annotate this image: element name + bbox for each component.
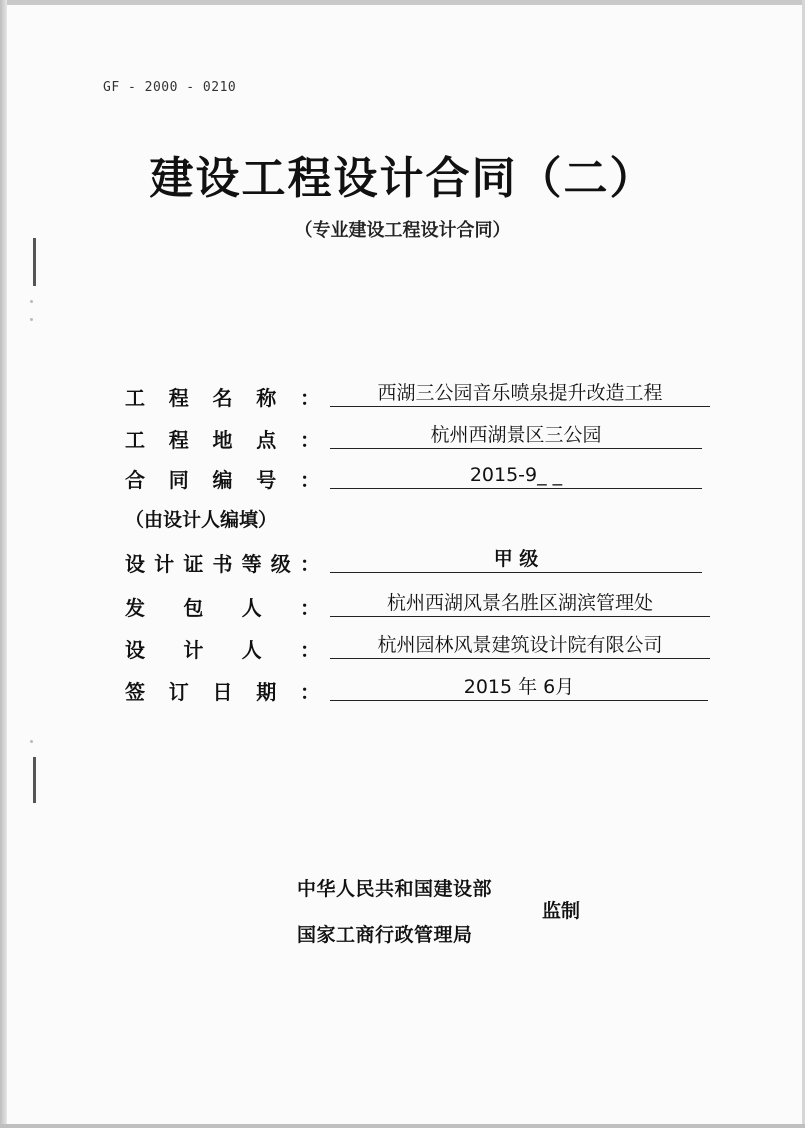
- label-char: 程: [168, 386, 189, 410]
- issuer-ministry-of-construction: 中华人民共和国建设部: [297, 878, 493, 900]
- scan-speck: [30, 740, 33, 743]
- label-char: ：: [300, 428, 320, 452]
- label-char: 编: [212, 468, 233, 492]
- document-title: 建设工程设计合同（二）: [149, 153, 656, 204]
- label-char: ：: [300, 386, 320, 410]
- label-char: 人: [241, 638, 262, 662]
- field-value: 甲 级: [330, 546, 702, 573]
- label-char: 期: [256, 680, 277, 704]
- label-char: 订: [168, 680, 189, 704]
- label-char: 工: [125, 428, 145, 452]
- label-char: 设: [125, 638, 145, 662]
- issuer-industry-commerce-bureau: 国家工商行政管理局: [297, 924, 473, 946]
- label-char: 点: [256, 428, 277, 452]
- field-label: [125, 424, 320, 453]
- label-char: 人: [241, 596, 262, 620]
- label-char: 名: [212, 386, 233, 410]
- binding-hole-mark-upper: [33, 238, 36, 286]
- field-label: [125, 464, 320, 493]
- label-char: 称: [256, 386, 277, 410]
- label-char: 设: [125, 552, 145, 576]
- field-label: [125, 676, 320, 705]
- label-char: 发: [125, 596, 145, 620]
- field-value: 2015-9_ _: [330, 462, 702, 489]
- label-char: 工: [125, 386, 145, 410]
- field-label: [125, 548, 320, 577]
- field-value: 杭州西湖风景名胜区湖滨管理处: [330, 590, 710, 617]
- scan-edge-bottom: [0, 1124, 805, 1128]
- label-char: 地: [212, 428, 233, 452]
- label-char: 级: [270, 552, 291, 576]
- field-label: [125, 592, 320, 621]
- label-char: 签: [125, 680, 145, 704]
- label-char: ：: [299, 638, 320, 662]
- scan-speck: [30, 300, 33, 303]
- label-char: 书: [212, 552, 233, 576]
- label-char: 包: [183, 596, 204, 620]
- label-char: ：: [300, 468, 320, 492]
- document-subtitle: （专业建设工程设计合同）: [294, 220, 511, 241]
- label-char: ：: [300, 680, 320, 704]
- label-char: 程: [168, 428, 189, 452]
- supervised-by-label: 监制: [542, 900, 581, 922]
- field-label: [125, 382, 320, 411]
- label-char: 同: [168, 468, 189, 492]
- label-char: 计: [183, 638, 204, 662]
- label-char: 证: [183, 552, 204, 576]
- label-char: 日: [212, 680, 233, 704]
- label-char: ：: [299, 552, 320, 576]
- field-label: [125, 634, 320, 663]
- field-value: 杭州西湖景区三公园: [330, 422, 702, 449]
- field-value: 杭州园林风景建筑设计院有限公司: [330, 632, 710, 659]
- label-char: 号: [256, 468, 277, 492]
- note-filled-by-designer: （由设计人编填）: [125, 509, 278, 531]
- field-value: 2015 年 6月: [330, 674, 708, 701]
- label-char: 计: [154, 552, 175, 576]
- scan-speck: [30, 318, 33, 321]
- field-value: 西湖三公园音乐喷泉提升改造工程: [330, 380, 710, 407]
- binding-hole-mark-lower: [33, 757, 36, 803]
- label-char: 合: [125, 468, 145, 492]
- label-char: 等: [241, 552, 262, 576]
- label-char: ：: [299, 596, 320, 620]
- form-code: GF - 2000 - 0210: [103, 80, 237, 95]
- scan-edge-top: [0, 0, 805, 5]
